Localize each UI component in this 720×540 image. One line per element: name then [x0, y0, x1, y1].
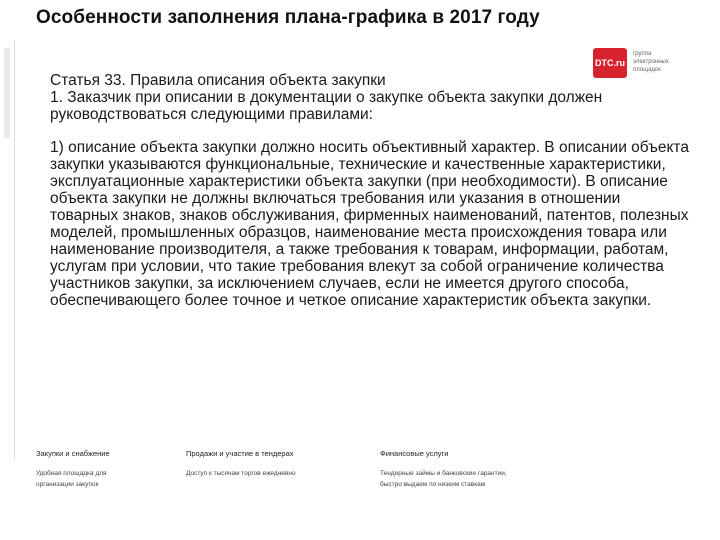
footer-line: Доступ к тысячам торгов ежедневно [186, 470, 296, 477]
page-title: Особенности заполнения плана-графика в 2017 году [36, 7, 540, 28]
footer-line: быстро выдаем по низким ставкам [380, 481, 486, 488]
logo-caption-line: электронных [633, 59, 669, 65]
slide-content [50, 72, 690, 309]
footer-column-finance [380, 448, 560, 490]
article-title: Правила описания объекта закупки [130, 72, 386, 89]
logo-caption-line: площадок [633, 67, 661, 73]
footer-column-sales [186, 448, 366, 479]
article-heading [50, 72, 690, 89]
footer-line: Тендерные займы и банковские гарантии, [380, 470, 507, 477]
logo-caption [633, 50, 693, 74]
left-side-bar [0, 40, 15, 460]
footer-heading: Закупки и снабжение [36, 449, 110, 458]
footer-heading: Финансовые услуги [380, 449, 449, 458]
article-number: Статья 33. [50, 72, 126, 89]
footer-line: организации закупок [36, 481, 99, 488]
side-bar-accent [4, 48, 10, 138]
intro-paragraph: 1. Заказчик при описании в документации о закупке объекта закупки должен руководствоваться следующими правилами: [50, 89, 603, 123]
title-bar [0, 0, 720, 40]
footer-line: Удобная площадка для [36, 470, 107, 477]
footer-heading: Продажи и участие в тендерах [186, 449, 294, 458]
logo-badge: DTC.ru [593, 48, 627, 78]
rule-paragraph: 1) описание объекта закупки должно носить объективный характер. В описании объекта закупки указываются функциональные, технические и качественные характеристики, эксплуатационные характеристики объекта закупки (при необходимости). В описание объекта закупки не должны включаться требования или указания в отношении товарных знаков, знаков обслуживания, фирменных наименований, патентов, полезных моделей, промышленных образцов, наименование места происхождения товара или наименование производителя, а также требования к товарам, информации, работам, услугам при условии, что такие требования влекут за собой ограничение количества участников закупки, за исключением случаев, если не имеется другого способа, обеспечивающего более точное и четкое описание характеристик объекта закупки. [50, 139, 689, 309]
footer [36, 448, 696, 518]
logo-caption-line: группа [633, 51, 652, 57]
